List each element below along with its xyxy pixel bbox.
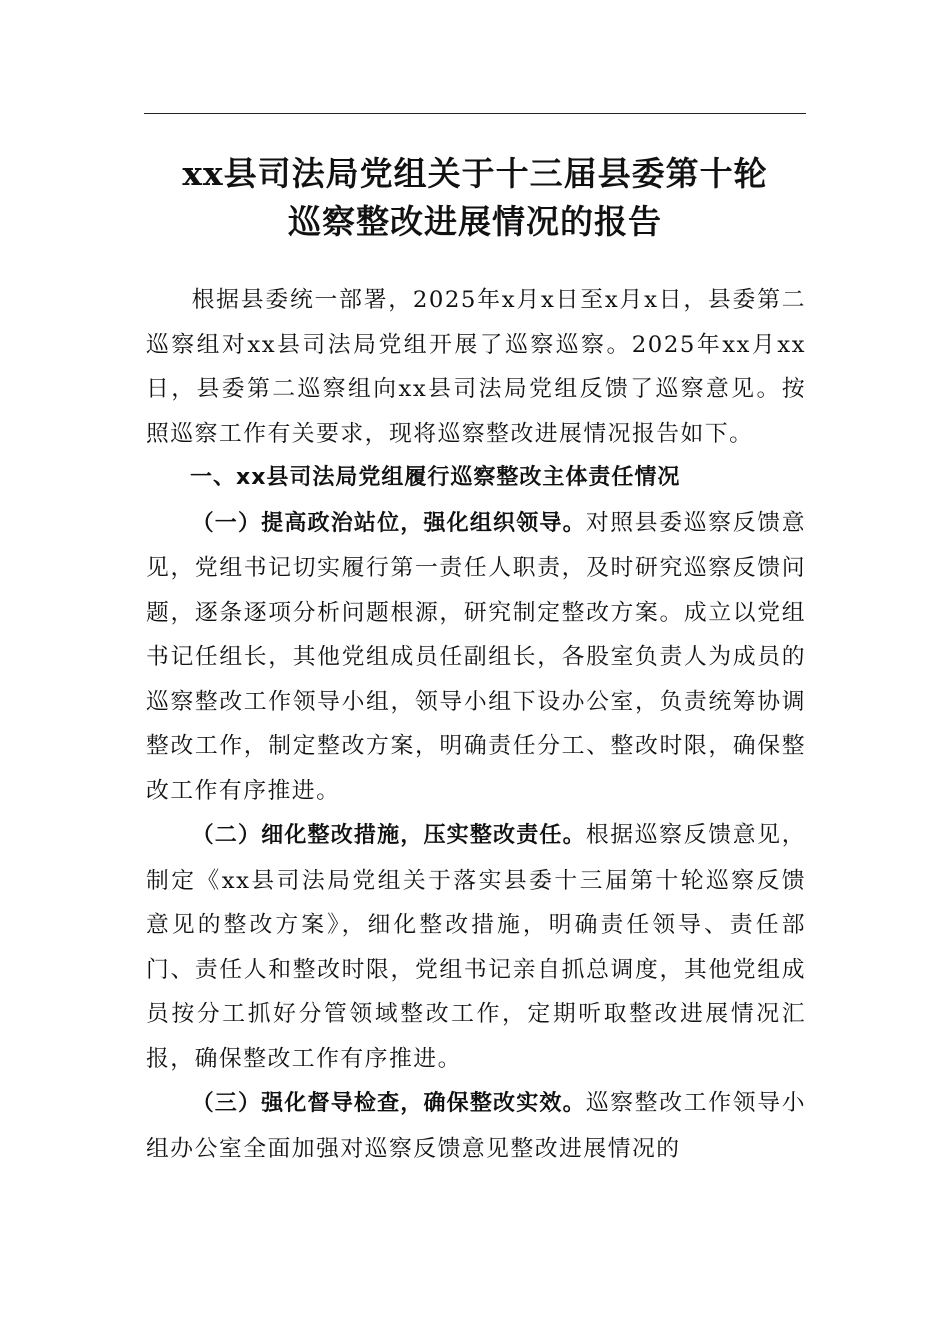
header-rule — [144, 113, 806, 114]
title-line-2: 巡察整改进展情况的报告 — [288, 202, 662, 241]
item-lead-1: （一）提高政治站位，强化组织领导。 — [191, 510, 586, 536]
section-heading: 一、xx县司法局党组履行巡察整改主体责任情况 — [190, 465, 681, 490]
intro-paragraph: 根据县委统一部署，2025年x月x日至x月x日，县委第二巡察组对xx县司法局党组开展了巡察巡察。2025年xx月xx日，县委第二巡察组向xx县司法局党组反馈了巡察意见。按照巡察工作有关要求，现将巡察整改进展情况报告如下。 — [146, 287, 806, 447]
item-text-2: 根据巡察反馈意见，制定《xx县司法局党组关于落实县委十三届第十轮巡察反馈意见的整改方案》，细化整改措施，明确责任领导、责任部门、责任人和整改时限，党组书记亲自抓总调度，其他党组成员按分工抓好分管领域整改工作，定期听取整改进展情况汇报，确保整改工作有序推进。 — [146, 822, 806, 1072]
item-text-3: 巡察整改工作领导小组办公室全面加强对巡察反馈意见整改进展情况的 — [146, 1090, 806, 1162]
document-body — [146, 278, 806, 1171]
item-paragraph-2 — [146, 813, 806, 1081]
document-title — [120, 150, 830, 246]
item-paragraph-3 — [146, 1081, 806, 1171]
item-paragraph-1 — [146, 501, 806, 814]
item-lead-3: （三）强化督导检查，确保整改实效。 — [191, 1091, 586, 1116]
item-text-1: 对照县委巡察反馈意见，党组书记切实履行第一责任人职责，及时研究巡察反馈问题，逐条逐项分析问题根源，研究制定整改方案。成立以党组书记任组长，其他党组成员任副组长，各股室负责人为成员的巡察整改工作领导小组，领导小组下设办公室，负责统筹协调整改工作，制定整改方案，明确责任分工、整改时限，确保整改工作有序推进。 — [146, 509, 806, 804]
title-line-1: xx县司法局党组关于十三届县委第十轮 — [182, 154, 768, 193]
item-lead-2: （二）细化整改措施，压实整改责任。 — [191, 823, 586, 848]
